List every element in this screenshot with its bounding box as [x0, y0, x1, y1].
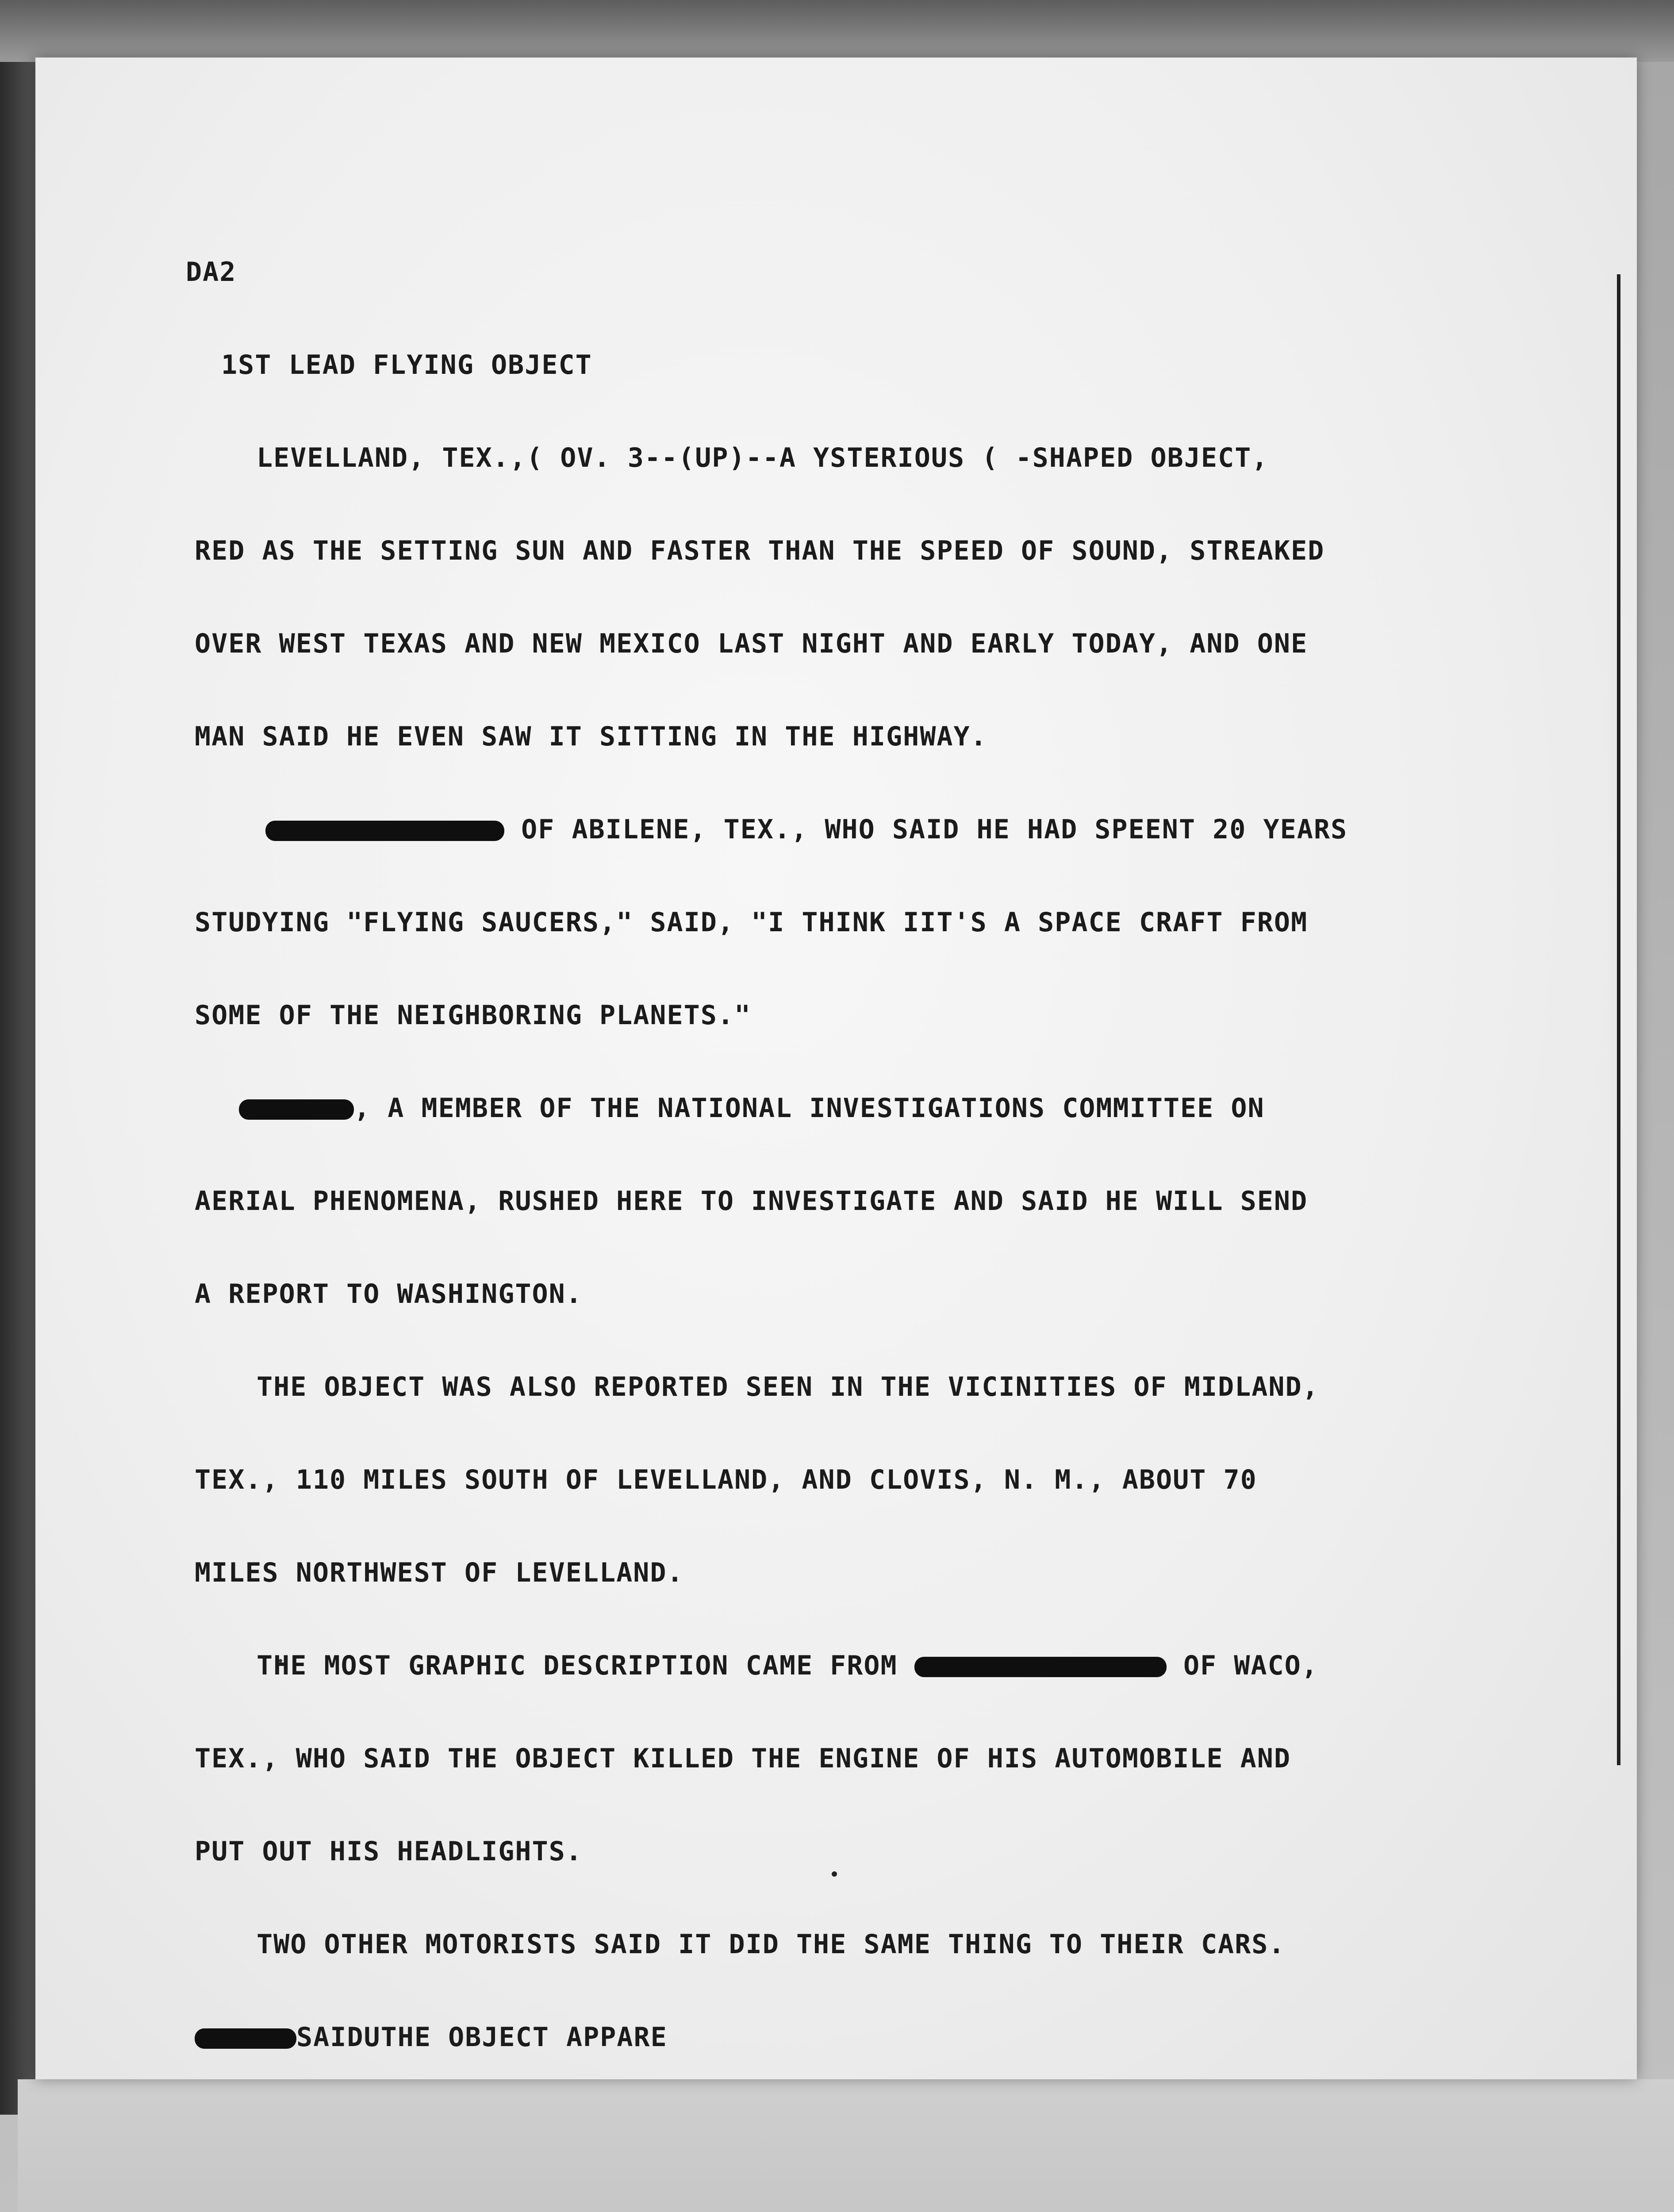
text-fragment: SAIDUTHE OBJECT APPARE	[296, 2022, 668, 2053]
text-line: SOME OF THE NEIGHBORING PLANETS."	[195, 1000, 752, 1031]
text-line	[257, 1650, 1540, 1681]
text-line	[195, 2022, 1540, 2053]
text-line: STUDYING "FLYING SAUCERS," SAID, "I THINK IIT'S A SPACE CRAFT FROM	[195, 907, 1308, 938]
text-fragment: OF ABILENE, TEX., WHO SAID HE HAD SPEENT 20 YEARS	[521, 814, 1348, 845]
text-line: MILES NORTHWEST OF LEVELLAND.	[195, 1557, 684, 1588]
text-line: AERIAL PHENOMENA, RUSHED HERE TO INVESTIGATE AND SAID HE WILL SEND	[195, 1186, 1308, 1217]
text-line	[195, 1093, 1540, 1124]
text-line: 1ST LEAD FLYING OBJECT	[221, 349, 592, 380]
text-line: PUT OUT HIS HEADLIGHTS.	[195, 1836, 583, 1867]
redaction-bar	[195, 2028, 296, 2049]
text-line: TWO OTHER MOTORISTS SAID IT DID THE SAME THING TO THEIR CARS.	[257, 1929, 1286, 1960]
film-top-edge	[0, 0, 1674, 62]
text-line: LEVELLAND, TEX.,( OV. 3--(UP)--A YSTERIOUS ( -SHAPED OBJECT,	[257, 442, 1269, 473]
redaction-bar	[265, 821, 504, 841]
text-line: OVER WEST TEXAS AND NEW MEXICO LAST NIGHT AND EARLY TODAY, AND ONE	[195, 628, 1308, 659]
wire-story-text	[186, 195, 1540, 2212]
text-line: MAN SAID HE EVEN SAW IT SITTING IN THE HIGHWAY.	[195, 721, 987, 752]
text-line	[195, 814, 1540, 845]
text-fragment: , A MEMBER OF THE NATIONAL INVESTIGATIONS COMMITTEE ON	[354, 1093, 1265, 1124]
text-fragment: OF WACO,	[1183, 1650, 1318, 1681]
text-line: TEX., 110 MILES SOUTH OF LEVELLAND, AND CLOVIS, N. M., ABOUT 70	[195, 1464, 1257, 1495]
margin-rule	[1617, 274, 1620, 1765]
redaction-bar	[239, 1099, 354, 1120]
text-line: RED AS THE SETTING SUN AND FASTER THAN THE SPEED OF SOUND, STREAKED	[195, 535, 1325, 566]
text-fragment: THE MOST GRAPHIC DESCRIPTION CAME FROM	[257, 1650, 898, 1681]
text-line: TEX., WHO SAID THE OBJECT KILLED THE ENGINE OF HIS AUTOMOBILE AND	[195, 1743, 1291, 1774]
spacer	[195, 2115, 1540, 2177]
redaction-bar	[914, 1657, 1167, 1677]
text-line: DA2	[186, 257, 237, 288]
text-line: A REPORT TO WASHINGTON.	[195, 1279, 583, 1310]
text-line: THE OBJECT WAS ALSO REPORTED SEEN IN THE VICINITIES OF MIDLAND,	[257, 1371, 1319, 1402]
